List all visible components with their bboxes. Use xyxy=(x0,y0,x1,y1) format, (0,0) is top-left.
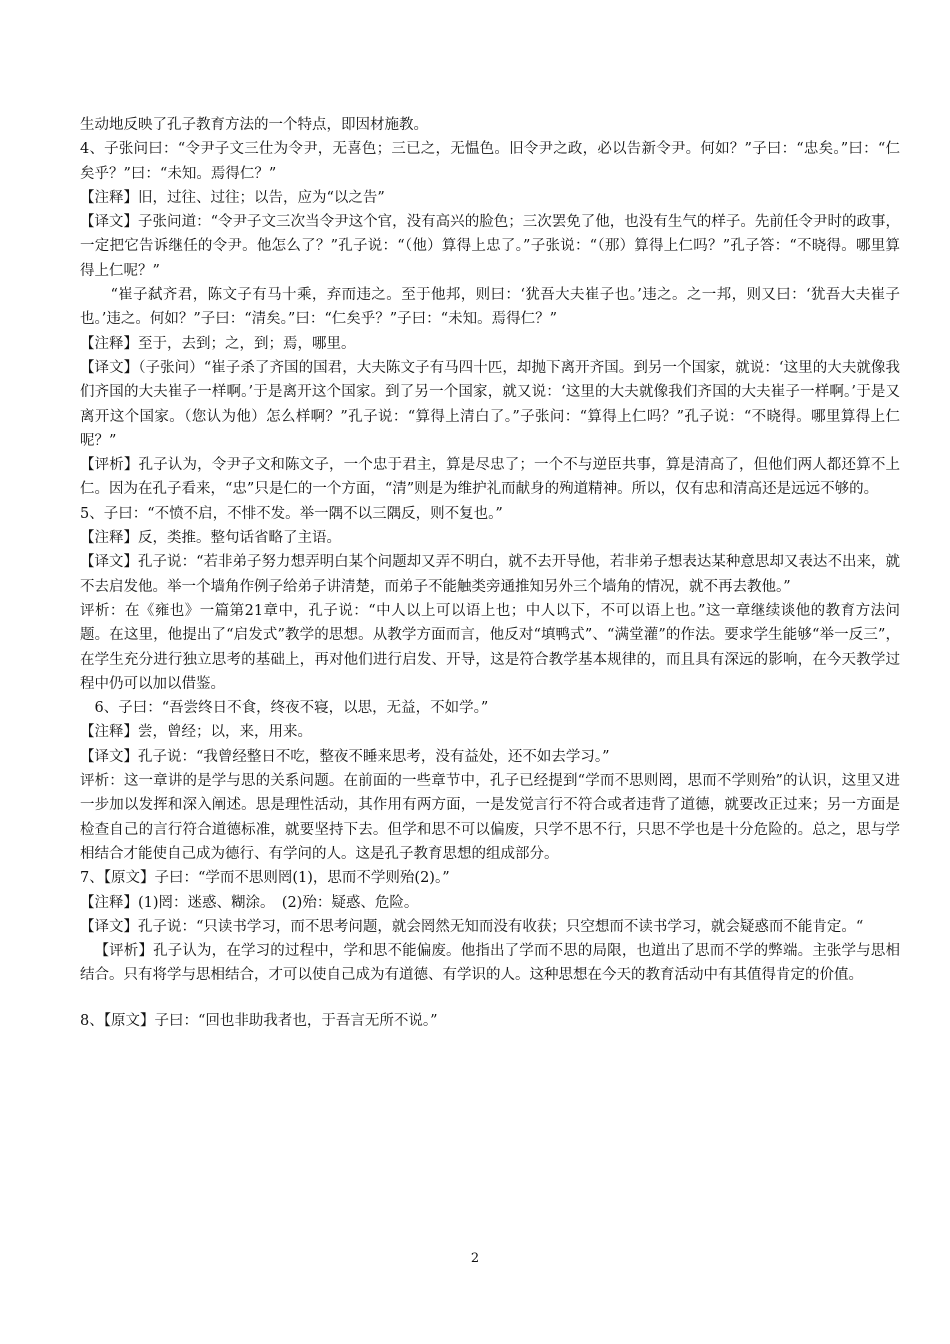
paragraph-5-translation: 【译文】孔子说：“若非弟子努力想弄明白某个问题却又弄不明白，就不去开导他，若非弟子想表达某种意思却又表达不出来，就不去启发他。举一个墙角作例子给弟子讲清楚，而弟子不能触类旁通推知另外三个墙角的情况，就不再去教他。” xyxy=(80,554,900,595)
paragraph-7-notes: 【注释】(1)罔：迷惑、糊涂。 (2)殆：疑惑、危险。 xyxy=(80,894,419,911)
paragraph-4-notes-2: 【注释】至于，去到；之，到；焉，哪里。 xyxy=(80,335,356,352)
paragraph-5-original: 5、子曰：“不愤不启，不悱不发。举一隅不以三隅反，则不复也。” xyxy=(80,505,503,522)
paragraph-7-translation: 【译文】孔子说：“只读书学习，而不思考问题，就会罔然无知而没有收获；只空想而不读书学习，就会疑惑而不能肯定。“ xyxy=(80,918,864,935)
paragraph-5-notes: 【注释】反，类推。整句话省略了主语。 xyxy=(80,530,341,547)
paragraph-7-commentary: 【评析】孔子认为，在学习的过程中，学和思不能偏废。他指出了学而不思的局限，也道出了思而不学的弊端。主张学与思相结合。只有将学与思相结合，才可以使自己成为有道德、有学识的人。这种思想在今天的教育活动中有其值得肯定的价值。 xyxy=(80,943,900,984)
paragraph-6-translation: 【译文】孔子说：“我曾经整日不吃，整夜不睡来思考，没有益处，还不如去学习。” xyxy=(80,748,610,765)
document-body xyxy=(80,113,900,1033)
paragraph-spacer xyxy=(80,988,900,1009)
paragraph-5-commentary: 评析：在《雍也》一篇第21章中，孔子说：“中人以上可以语上也；中人以下，不可以语上也。”这一章继续谈他的教育方法问题。在这里，他提出了“启发式”教学的思想。从教学方面而言，他反对“填鸭式”、“满堂灌”的作法。要求学生能够“举一反三”，在学生充分进行独立思考的基础上，再对他们进行启发、开导，这是符合教学基本规律的，而且具有深远的影响，在今天教学过程中仍可以加以借鉴。 xyxy=(80,602,900,692)
paragraph-6-original: 6、子曰：“吾尝终日不食，终夜不寝，以思，无益，不如学。” xyxy=(94,700,489,717)
paragraph-8-original: 8、【原文】子曰：“回也非助我者也，于吾言无所不说。” xyxy=(80,1012,438,1029)
paragraph-intro-end: 生动地反映了孔子教育方法的一个特点，即因材施教。 xyxy=(80,117,428,133)
paragraph-6-commentary: 评析：这一章讲的是学与思的关系问题。在前面的一些章节中，孔子已经提到“学而不思则罔，思而不学则殆”的认识，这里又进一步加以发挥和深入阐述。思是理性活动，其作用有两方面，一是发觉言行不符合或者违背了道德，就要改正过来；另一方面是检查自己的言行符合道德标准，就要坚持下去。但学和思不可以偏废，只学不思不行，只思不学也是十分危险的。总之，思与学相结合才能使自己成为德行、有学问的人。这是孔子教育思想的组成部分。 xyxy=(80,773,900,862)
paragraph-6-notes: 【注释】尝，曾经；以，来，用来。 xyxy=(80,724,312,741)
page-number: 2 xyxy=(470,1251,480,1266)
paragraph-4-commentary: 【评析】孔子认为，令尹子文和陈文子，一个忠于君主，算是尽忠了；一个不与逆臣共事，算是清高了，但他们两人都还算不上仁。因为在孔子看来，“忠”只是仁的一个方面，“清”则是为维护礼而献身的殉道精神。所以，仅有忠和清高还是远远不够的。 xyxy=(80,457,900,498)
paragraph-4-translation: 【译文】子张问道：“令尹子文三次当令尹这个官，没有高兴的脸色；三次罢免了他，也没有生气的样子。先前任令尹时的政事，一定把它告诉继任的令尹。他怎么了？”孔子说：“（他）算得上忠了。”子张说：“（那）算得上仁吗？”孔子答：“不晓得。哪里算得上仁呢？” xyxy=(80,214,900,279)
paragraph-7-original: 7、【原文】子曰：“学而不思则罔(1)，思而不学则殆(2)。” xyxy=(80,870,450,887)
paragraph-4-translation-2: 【译文】（子张问）“崔子杀了齐国的国君，大夫陈文子有马四十匹，却抛下离开齐国。到另一个国家，就说：‘这里的大夫就像我们齐国的大夫崔子一样啊。’于是离开这个国家。到了另一个国家，就又说：‘这里的大夫就像我们齐国的大夫崔子一样啊。’于是又离开这个国家。（您认为他）怎么样啊？”孔子说：“算得上清白了。”子张问：“算得上仁吗？”孔子说：“不晓得。哪里算得上仁呢？” xyxy=(80,359,900,449)
paragraph-4-original-cont: “崔子弑齐君，陈文子有马十乘，弃而违之。至于他邦，则曰：‘犹吾大夫崔子也。’违之。之一邦，则又曰：‘犹吾大夫崔子也。’违之。何如？”子曰：“清矣。”曰：“仁矣乎？”子曰：“未知。焉得仁？” xyxy=(80,287,900,328)
paragraph-4-notes: 【注释】旧，过往、过往；以告，应为“以之告” xyxy=(80,189,385,206)
paragraph-4-original: 4、子张问曰：“令尹子文三仕为令尹，无喜色；三已之，无愠色。旧令尹之政，必以告新令尹。何如？”子曰：“忠矣。”曰：“仁矣乎？”曰：“未知。焉得仁？” xyxy=(80,141,900,182)
